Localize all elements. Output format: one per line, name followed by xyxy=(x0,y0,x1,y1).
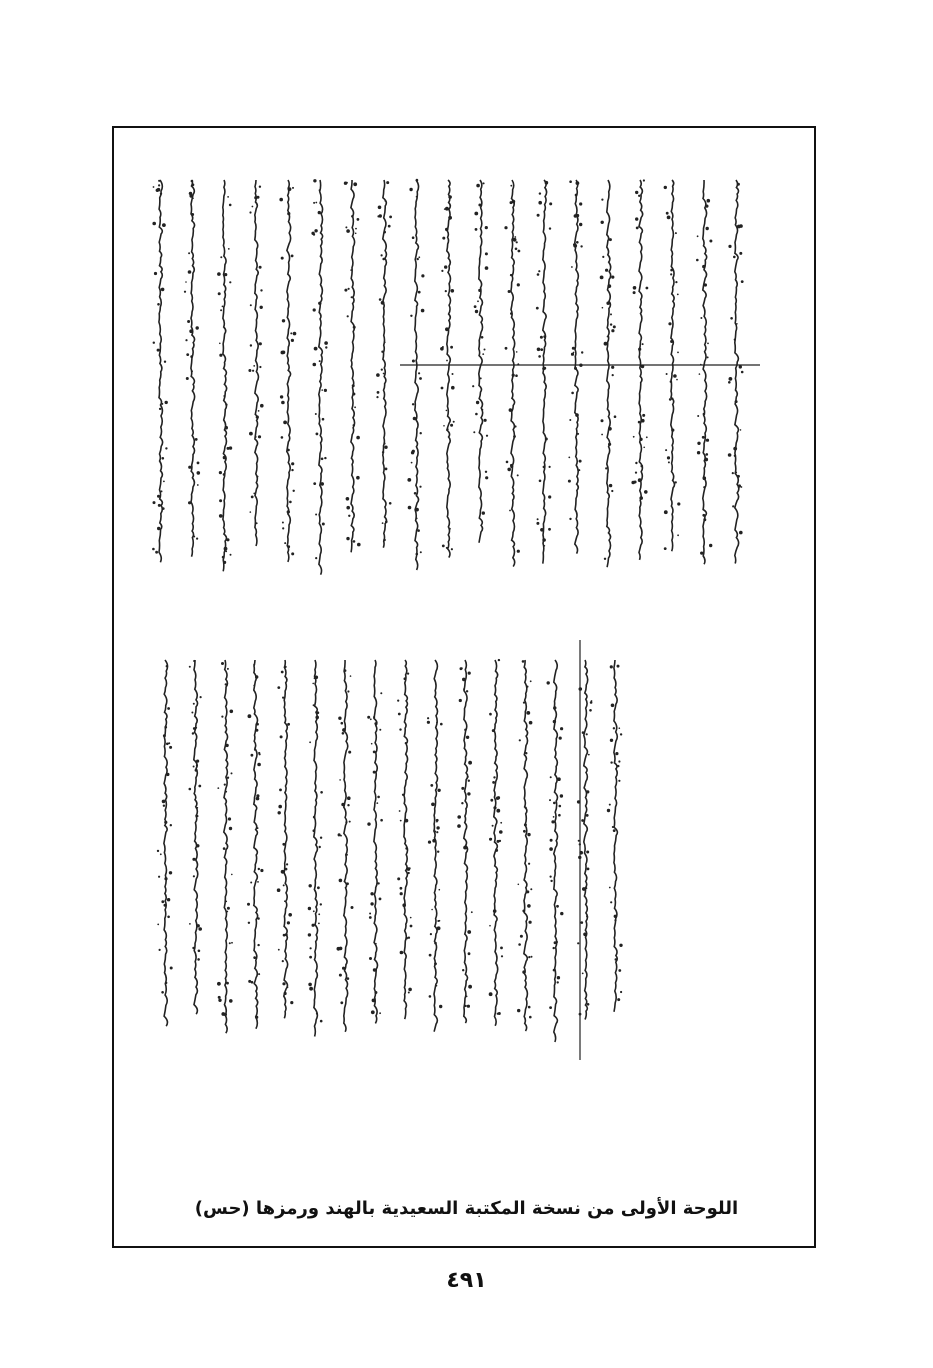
handwritten-line xyxy=(308,660,323,1037)
handwritten-line xyxy=(547,660,564,1042)
handwritten-line xyxy=(440,180,455,558)
handwritten-line xyxy=(600,180,617,567)
handwritten-line xyxy=(664,180,681,551)
handwritten-line xyxy=(517,660,533,1031)
handwritten-line xyxy=(367,660,383,1023)
handwritten-line xyxy=(728,180,744,564)
handwritten-line xyxy=(344,180,361,552)
handwritten-line xyxy=(311,179,328,575)
handwritten-line xyxy=(631,179,648,560)
handwritten-line xyxy=(504,180,520,567)
handwritten-line xyxy=(536,180,552,564)
handwritten-line xyxy=(337,660,354,1032)
handwritten-line xyxy=(696,180,712,564)
handwritten-line xyxy=(277,660,294,1018)
handwritten-line xyxy=(279,180,296,562)
handwritten-line xyxy=(376,180,392,548)
handwritten-line xyxy=(247,660,264,1029)
handwriting-lower-image xyxy=(140,640,700,1060)
handwritten-line xyxy=(577,660,593,1020)
handwritten-line xyxy=(427,660,443,1032)
handwritten-line xyxy=(407,179,424,570)
handwritten-line xyxy=(157,660,173,1026)
manuscript-upper-leaf xyxy=(140,160,780,580)
plate-caption: اللوحة الأولى من نسخة المكتبة السعيدية بالهند ورمزها (حس) xyxy=(194,1198,739,1219)
handwriting-upper-image xyxy=(140,160,780,580)
handwritten-line xyxy=(472,180,488,543)
manuscript-lower-leaf xyxy=(140,640,700,1060)
handwritten-line xyxy=(217,660,233,1033)
handwritten-line xyxy=(397,660,412,1019)
handwritten-line xyxy=(184,180,200,557)
handwritten-line xyxy=(217,180,232,571)
page-number: ٤٩١ xyxy=(446,1268,487,1293)
handwritten-line xyxy=(457,660,472,1023)
handwritten-line xyxy=(189,660,203,1014)
handwritten-line xyxy=(152,180,168,563)
handwritten-line xyxy=(248,180,263,546)
handwritten-line xyxy=(489,659,503,1026)
handwritten-line xyxy=(568,180,584,554)
handwritten-line xyxy=(607,660,623,1012)
